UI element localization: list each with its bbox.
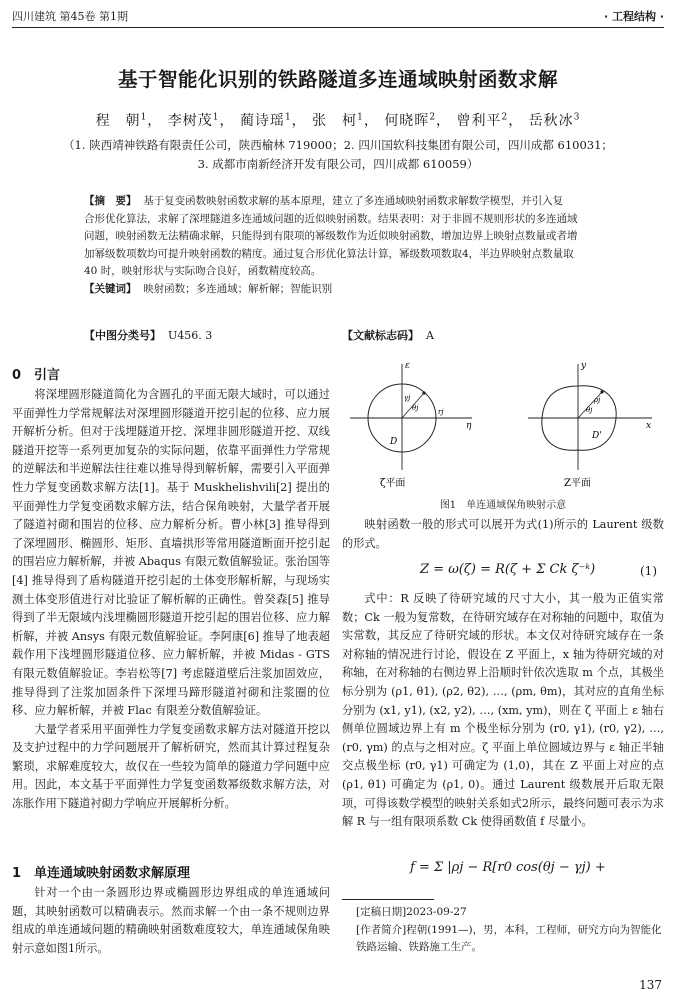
author-list: [0, 110, 676, 130]
body-text-right-intro: [342, 516, 664, 553]
footnote: [作者简介]程朝(1991—)，男，本科，工程师，研究方向为智能化铁路运输、铁路施工生产。: [356, 924, 662, 953]
svg-text:D: D: [390, 437, 398, 447]
plane-label: ζ平面: [380, 478, 406, 489]
footnote: [定稿日期]2023-09-27: [356, 906, 467, 918]
abstract-line: 问题，映射函数无法精确求解，只能得到有限项的幂级数作为近似映射函数，增加边界上映射点数量或者增: [84, 230, 578, 242]
page-number: 137: [639, 978, 662, 992]
svg-text:ρj: ρj: [594, 396, 601, 404]
abstract-line: 【摘 要】 基于复变函数映射函数求解的基本原理，建立了多连通域映射函数求解数学模型，并引入复: [84, 195, 564, 207]
affiliation-line: （1. 陕西靖神铁路有限责任公司，陕西榆林 719000；2. 四川国软科技集团有限公司，四川成都 610031；: [63, 138, 613, 152]
axis-label: η: [466, 421, 472, 431]
abstract-line: 40 时，映射形状与实际吻合良好，函数精度较高。: [84, 265, 322, 277]
figure-caption: 图1 单连通域保角映射示意: [439, 500, 567, 511]
svg-text:rj: rj: [438, 408, 444, 416]
svg-text:y: y: [581, 361, 587, 371]
z-plane: [528, 361, 652, 489]
axis-label: ε: [405, 361, 410, 371]
abstract-line: 合形优化算法，求解了深埋隧道多连通域问题的近似映射函数。结果表明：对于非圆不规则形状的多连通域: [84, 212, 578, 225]
paragraph: 式中：R 反映了待研究域的尺寸大小，其一般为正值实常数；Ck 一般为复常数，在待研究域存在对称轴的问题中，取值为实常数，其反应了待研究域的形状。本文仅对待研究域存在一条对称轴的情况进行讨论，假设在 Z 平面上，x 轴为待研究域的对称轴，在对称轴的右侧边界上沿顺时针依次选取 m 个点，其极坐标分别为 (ρ1, θ1), (ρ2, θ2), …, (ρm, θm)，其对应的直角坐标分别为 (x1, y1), (x2, y2), …, (xm, ym)，则在 ζ 平面上 ε 轴右侧单位圆域边界上有 m 个极坐标分别为 (r0, γ1), (r0, γ2), …, (r0, γm) 的点与之相对应。ζ 平面上单位圆域边界与 ε 轴正半轴交点极坐标 (r0, γ1) 可确定为 (1,0)，其在 Z 平面上对应的点 (ρ1, θ1) 可确定为 (ρ1, 0)。通过 Laurent 级数展开后取无限项，可得该数学模型的映射关系如式2所示，最终问题可表示为求解 R 与一组有限项系数 Ck 使得函数值 f 尽量小。: [342, 592, 664, 829]
header-rule: [12, 27, 664, 28]
body-text-right: [342, 590, 664, 832]
paper-title: 基于智能化识别的铁路隧道多连通域映射函数求解: [117, 68, 558, 91]
author: 曾利平$^2$，: [456, 112, 524, 129]
journal-info: 四川建筑 第45卷 第1期: [12, 10, 128, 23]
svg-text:θj: θj: [412, 404, 419, 412]
section-heading: 1 单连通域映射函数求解原理: [12, 866, 191, 881]
paragraph: 针对一个由一条圆形边界或椭圆形边界组成的单连通域问题，其映射函数可以精确表示。然而求解一个由一条不规则边界组成的单连通域问题的精确映射函数难度较大，单连通域保角映射示意如图1所示。: [12, 886, 330, 955]
keywords-line: [84, 281, 634, 299]
equation-number: (1): [640, 564, 657, 578]
svg-text:x: x: [646, 421, 652, 431]
body-text-left: [12, 386, 330, 814]
author: 蔺诗瑶$^1$，: [239, 112, 307, 129]
abstract: [84, 193, 634, 298]
equation-1: Z = ω(ζ) = R(ζ + Σ Ck ζ⁻ᵏ): [420, 562, 596, 577]
equation-2: f = Σ |ρj − R[r0 cos(θj − γj) +: [410, 860, 606, 875]
zeta-plane: [350, 361, 472, 489]
classification: 【中图分类号】 U456. 3: [84, 329, 213, 342]
plane-label: Z平面: [564, 478, 591, 489]
author: 岳秋冰$^3$: [528, 112, 581, 129]
svg-text:D': D': [592, 431, 602, 441]
paragraph: 映射函数一般的形式可以展开为式(1)所示的 Laurent 级数的形式。: [342, 518, 664, 550]
keywords-label: 【关键词】: [84, 282, 137, 295]
document-code: 【文献标志码】 A: [342, 329, 434, 342]
footnote-rule: [342, 899, 434, 900]
paragraph: 大量学者采用平面弹性力学复变函数求解方法对隧道开挖以及支护过程中的力学问题展开了解析研究，然而其计算过程复杂繁琐，求解难度较大，故仅在一些较为简单的隧道力学问题中应用。因此，本文基于平面弹性力学复变函数幂级数求解方法，对冻胀作用下隧道衬砌力学响应开展解析分析。: [12, 722, 330, 811]
author: 张 柯$^1$，: [312, 112, 379, 129]
author: 程 朝$^1$，: [95, 112, 163, 129]
svg-text:θj: θj: [586, 406, 593, 414]
running-header: [12, 8, 664, 24]
author: 李树茂$^1$，: [167, 112, 235, 129]
abstract-label: 【摘 要】: [84, 195, 137, 207]
abstract-line: 加幂级数项数均可提升映射函数的精度。通过复合形优化算法计算，幂级数项数取4，半边界映射点数量取: [84, 247, 574, 260]
affiliation-line: 3. 成都市南新经济开发有限公司，四川成都 610059）: [197, 157, 479, 171]
body-text-left-2: [12, 884, 330, 958]
paragraph: 将深埋圆形隧道简化为含圆孔的平面无限大域时，可以通过平面弹性力学常规解法对深埋圆形隧道开挖引起的位移、应力展开解析分析。但对于浅埋隧道开挖、深埋非圆形隧道开挖、双线隧道开挖等一系列更加复杂的实际问题，依靠平面弹性力学常规的逆解法和半逆解法往往难以推导得到解析解，需要引入平面弹性力学复变函数求解方法[1]。基于 Muskhelishvili[2] 提出的平面弹性力学复变函数求解方法，结合保角映射，大量学者开展了隧道衬砌和围岩的位移、应力解析分析。曹小林[3] 推导得到了深埋圆形、椭圆形、矩形、直墙拱形等常用隧道断面开挖引起的围岩应力解析解，并被 Abaqus 有限元数值解验证。张治国等[4] 推导得到了盾构隧道开挖引起的土体变形解析解，与现场实测土体变形值进行对比验证了解析解的正确性。曾癸森[5] 推导得到了半无限域内浅埋椭圆形隧道开挖引起的围岩位移、应力解析解，并被 Ansys 有限元数值解验证。李阿康[6] 推导了地表超载作用下浅埋圆形隧道位移、应力解析解，并被 Midas - GTS 有限元数值解验证。李岩松等[7] 考虑隧道壁后注浆加固效应，推导得到了注浆加固条件下深埋马蹄形隧道衬砌和注浆圈的位移、应力解析解，并被 Flac 有限差分数值解验证。: [12, 388, 330, 718]
section-heading: 0 引言: [12, 368, 61, 383]
author: 何晓晖$^2$，: [384, 112, 452, 129]
conformal-mapping-figure: [342, 352, 664, 492]
svg-text:γj: γj: [404, 394, 411, 402]
section-tag: · 工程结构 ·: [603, 10, 664, 23]
keywords: 映射函数；多连通域；解析解；智能识别: [143, 282, 333, 295]
